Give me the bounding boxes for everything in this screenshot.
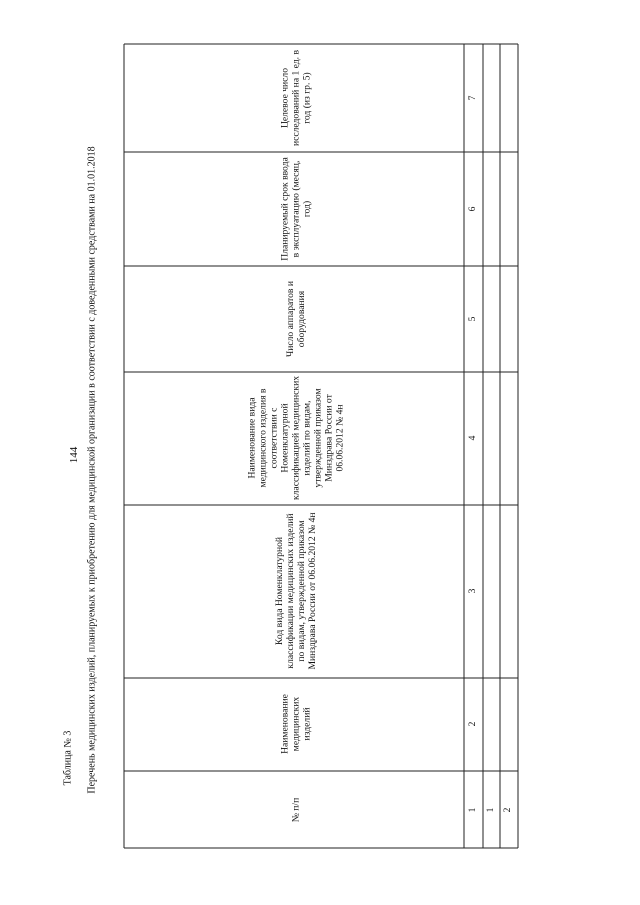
column-header-target-studies: Целевое число исследований на 1 ед. в год (из гр. 5)	[279, 49, 313, 147]
column-number: 7	[468, 95, 478, 101]
column-header-device-name: Наименование медицинских изделий	[279, 694, 313, 754]
page-number: 144	[68, 446, 80, 464]
column-number: 4	[468, 435, 478, 441]
column-header-commissioning-date: Планируемый срок ввода в эксплуатацию (месяц, год)	[279, 157, 313, 261]
table-caption: Таблица № 3	[62, 730, 74, 786]
table-title: Перечень медицинских изделий, планируемых к приобретению для медицинской организации в соответствии с доведенными средствами на 01.01.2018	[86, 146, 98, 794]
row-index: 2	[503, 807, 513, 813]
column-number: 6	[468, 206, 478, 212]
column-number: 5	[468, 316, 478, 322]
column-number: 2	[468, 721, 478, 727]
column-header-classification-code: Код вида Номенклатурной классификации медицинских изделий по видам, утвержденной приказом Минздрава России от 06.06.2012 № 4н	[274, 512, 318, 670]
column-header-equipment-count: Число аппаратов и оборудования	[285, 281, 307, 358]
column-header-classification-name: Наименование вида медицинского изделия в соответствии с Номенклатурной классификацией медицинских изделий по видам, утвержденной приказом Минздрава России от 06.06.2012 № 4н	[246, 376, 346, 501]
column-number: 1	[468, 807, 478, 813]
column-header-index: № п/п	[290, 797, 302, 823]
row-index: 1	[486, 807, 496, 813]
column-number: 3	[468, 588, 478, 594]
